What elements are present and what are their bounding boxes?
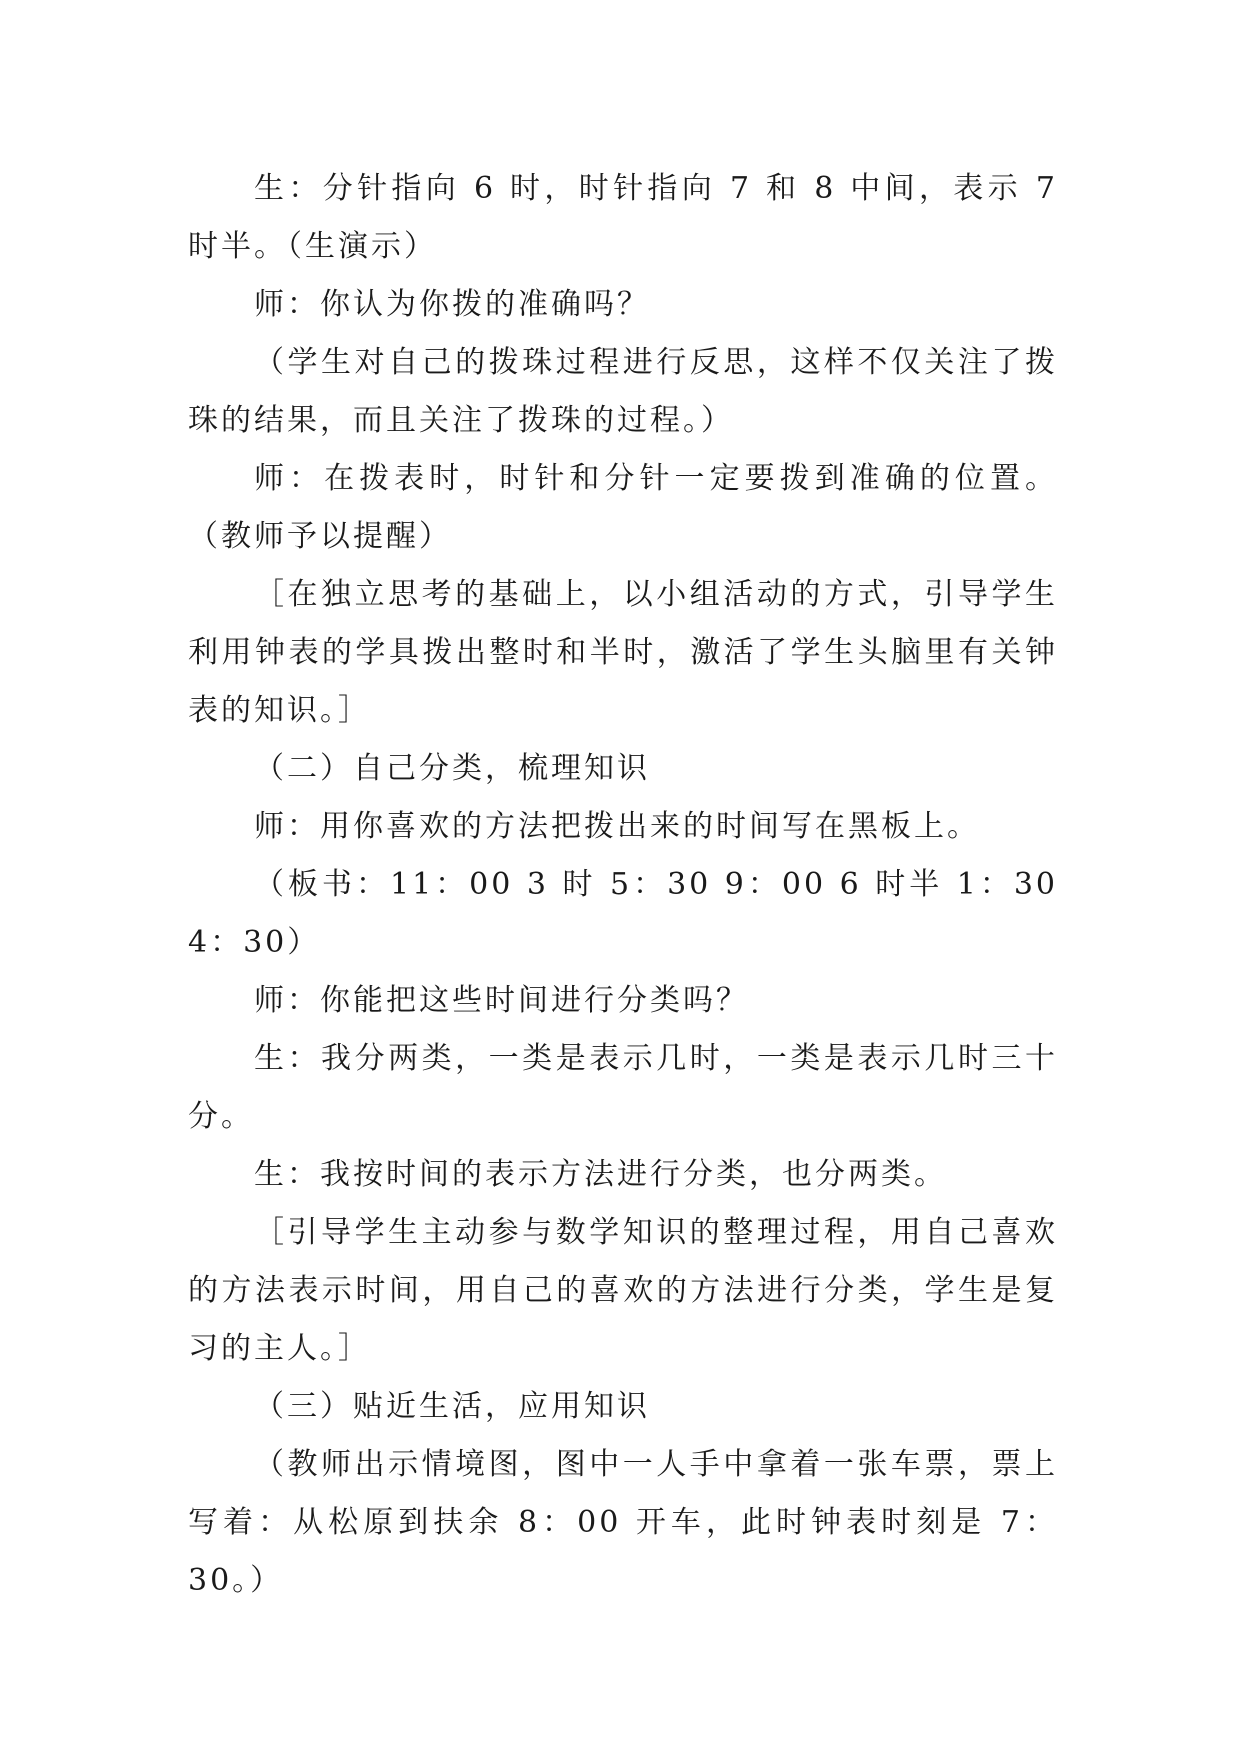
paragraph-student-two-types: 生：我分两类，一类是表示几时，一类是表示几时三十分。: [188, 1041, 1058, 1134]
paragraph-blackboard: （板书：11：00 3 时 5：30 9：00 6 时半 1：30 4：30）: [188, 867, 1058, 960]
section-heading-2: （二）自己分类，梳理知识: [254, 751, 650, 786]
paragraph-commentary-1: ［在独立思考的基础上，以小组活动的方式，引导学生利用钟表的学具拨出整时和半时，激活了学生头脑里有关钟表的知识。］: [188, 577, 1058, 728]
paragraph-student-method: 生：我按时间的表示方法进行分类，也分两类。: [254, 1157, 947, 1192]
paragraph-commentary-2: ［引导学生主动参与数学知识的整理过程，用自己喜欢的方法表示时间，用自己的喜欢的方法进行分类，学生是复习的主人。］: [188, 1215, 1058, 1366]
paragraph-teacher-instruction: 师：用你喜欢的方法把拨出来的时间写在黑板上。: [254, 809, 980, 844]
document-page: [188, 160, 1058, 1610]
paragraph-teacher-reminder: 师：在拨表时，时针和分针一定要拨到准确的位置。（教师予以提醒）: [188, 461, 1058, 554]
paragraph-reflection-note: （学生对自己的拨珠过程进行反思，这样不仅关注了拨珠的结果，而且关注了拨珠的过程。）: [188, 345, 1058, 438]
paragraph-student-answer-7-30: 生：分针指向 6 时，时针指向 7 和 8 中间，表示 7 时半。（生演示）: [188, 171, 1058, 264]
paragraph-scenario: （教师出示情境图，图中一人手中拿着一张车票，票上写着：从松原到扶余 8：00 开车，此时钟表时刻是 7：30。）: [188, 1447, 1058, 1598]
section-heading-3: （三）贴近生活，应用知识: [254, 1389, 650, 1424]
paragraph-teacher-question-accuracy: 师：你认为你拨的准确吗？: [254, 287, 650, 322]
paragraph-teacher-classify: 师：你能把这些时间进行分类吗？: [254, 983, 749, 1018]
